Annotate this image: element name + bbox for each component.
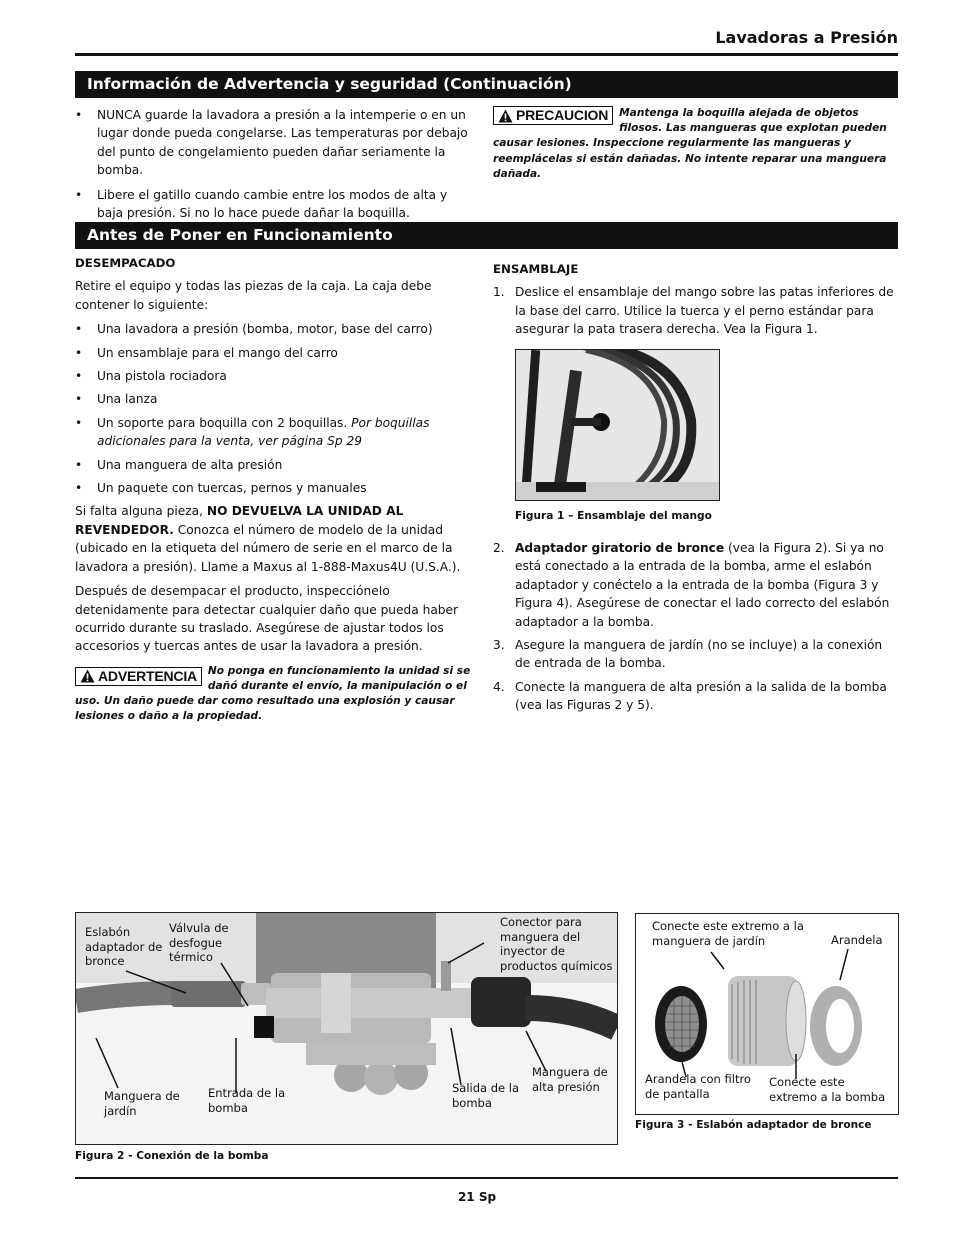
- footer-rule: [75, 1177, 898, 1179]
- assembly-step-3: 3. Asegure la manguera de jardín (no se incluye) a la conexión de entrada de la bomba.: [493, 638, 883, 671]
- figure3-photo: [635, 913, 899, 1115]
- label-brass-adapter: Eslabón adaptador de bronce: [85, 925, 163, 969]
- section-bar-before-operating: Antes de Poner en Funcionamiento: [75, 222, 898, 249]
- warning-triangle-icon: [498, 109, 513, 123]
- assembly-heading: ENSAMBLAJE: [493, 262, 579, 276]
- contents-list: [75, 320, 480, 497]
- unpacking-column: [75, 254, 480, 725]
- figure2-photo: [75, 912, 618, 1145]
- label-screen-washer: Arandela con filtro de pantalla: [645, 1072, 751, 1101]
- list-item: • Una pistola rociadora: [75, 367, 480, 385]
- header-rule: [75, 53, 898, 56]
- label-injector-connector: Conector para manguera del inyector de productos químicos: [500, 915, 613, 973]
- label-pump-inlet: Entrada de la bomba: [208, 1086, 286, 1115]
- label-hp-hose: Manguera de alta presión: [532, 1065, 608, 1094]
- safety-bullets: [75, 106, 475, 222]
- warning-triangle-icon: [80, 669, 95, 683]
- safety-bullet-trigger: • Libere el gatillo cuando cambie entre los modos de alta y baja presión. Si no lo hace puede dañar la boquilla.: [75, 186, 475, 223]
- assembly-step-1: 1. Deslice el ensamblaje del mango sobre las patas inferiores de la base del carro. Utilice la tuerca y el perno estándar para asegurar la pata trasera derecha. Vea la Figura 1.: [493, 285, 894, 337]
- label-garden-hose: Manguera de jardín: [104, 1089, 180, 1118]
- warning-badge: ADVERTENCIA: [75, 667, 202, 686]
- warning-notice: [75, 664, 480, 725]
- caution-notice: [493, 106, 893, 182]
- section-bar-safety: Información de Advertencia y seguridad (Continuación): [75, 71, 898, 98]
- handle-assembly-image: [516, 350, 719, 500]
- inspect-paragraph: Después de desempacar el producto, inspeccióneIo detenidamente para detectar cualquier daño que pueda haber ocurrido durante su traslado. Asegúrese de ajustar todos los accesorios y tuercas antes de usar la lavadora a presión.: [75, 584, 459, 654]
- figure1-photo: [515, 349, 720, 501]
- figure3-caption: Figura 3 - Eslabón adaptador de bronce: [635, 1119, 872, 1131]
- assembly-column: [493, 260, 895, 715]
- label-washer: Arandela: [831, 933, 883, 947]
- label-to-garden-hose: Conecte este extremo a la manguera de jardín: [652, 919, 804, 948]
- list-item: • Un paquete con tuercas, pernos y manuales: [75, 479, 480, 497]
- label-to-pump: Conecte este extremo a la bomba: [769, 1075, 886, 1104]
- list-item: • Un ensamblaje para el mango del carro: [75, 344, 480, 362]
- nozzle-note: Por boquillas adicionales para la venta, ver página Sp 29: [97, 415, 430, 449]
- figure1-caption: Figura 1 – Ensamblaje del mango: [515, 509, 712, 522]
- unpacking-heading: DESEMPACADO: [75, 256, 176, 270]
- figure2-caption: Figura 2 - Conexión de la bomba: [75, 1150, 269, 1162]
- caution-badge: PRECAUCION: [493, 106, 613, 125]
- warning-text: No ponga en funcionamiento la unidad si se dañó durante el envío, la manipulación o el uso. Un daño puede dar como resultado una explosión y causar lesiones o daño a la propiedad.: [75, 664, 471, 723]
- list-item: • Una lavadora a presión (bomba, motor, base del carro): [75, 320, 480, 338]
- assembly-step-4: 4. Conecte la manguera de alta presión a la salida de la bomba (vea las Figuras 2 y 5).: [493, 679, 887, 713]
- list-item-nozzles: • Un soporte para boquilla con 2 boquillas. Por boquillas adicionales para la venta, ver página Sp 29: [75, 414, 480, 451]
- page-number: 21 Sp: [457, 1190, 497, 1204]
- list-item: • Una manguera de alta presión: [75, 456, 480, 474]
- missing-parts-paragraph: Si falta alguna pieza, NO DEVUELVA LA UNIDAD AL REVENDEDOR. Conozca el número de modelo de la unidad (ubicado en la etiqueta del número de serie en el marco de la lavadora a presión). Llame a Maxus al 1-888-Maxus4U (U.S.A.).: [75, 504, 461, 574]
- list-item: • Una lanza: [75, 390, 480, 408]
- caution-text: Mantenga la boquilla alejada de objetos filosos. Las mangueras que explotan pueden causar lesiones. Inspeccione regularmente las mangueras y reemplácelas si están dañadas. No intente reparar una manguera dañada.: [493, 107, 887, 180]
- assembly-step-2: 2. Adaptador giratorio de bronce (vea la Figura 2). Si ya no está conectado a la entrada de la bomba, arme el eslabón adaptador y conéctelo a la entrada de la bomba (Figura 3 y Figura 4). Asegúrese de conectar el lado correcto del eslabón adaptador a la bomba.: [493, 541, 890, 629]
- safety-bullet-freeze: • NUNCA guarde la lavadora a presión a la intemperie o en un lugar donde pueda congelarse. Las temperaturas por debajo del punto de congelamiento pueden dañar seriamente la bomba.: [75, 106, 475, 180]
- label-relief-valve: Válvula de desfogue térmico: [169, 921, 229, 965]
- unpacking-intro: Retire el equipo y todas las piezas de la caja. La caja debe contener lo siguiente:: [75, 279, 432, 312]
- label-pump-outlet: Salida de la bomba: [452, 1081, 520, 1110]
- document-title: Lavadoras a Presión: [715, 28, 898, 47]
